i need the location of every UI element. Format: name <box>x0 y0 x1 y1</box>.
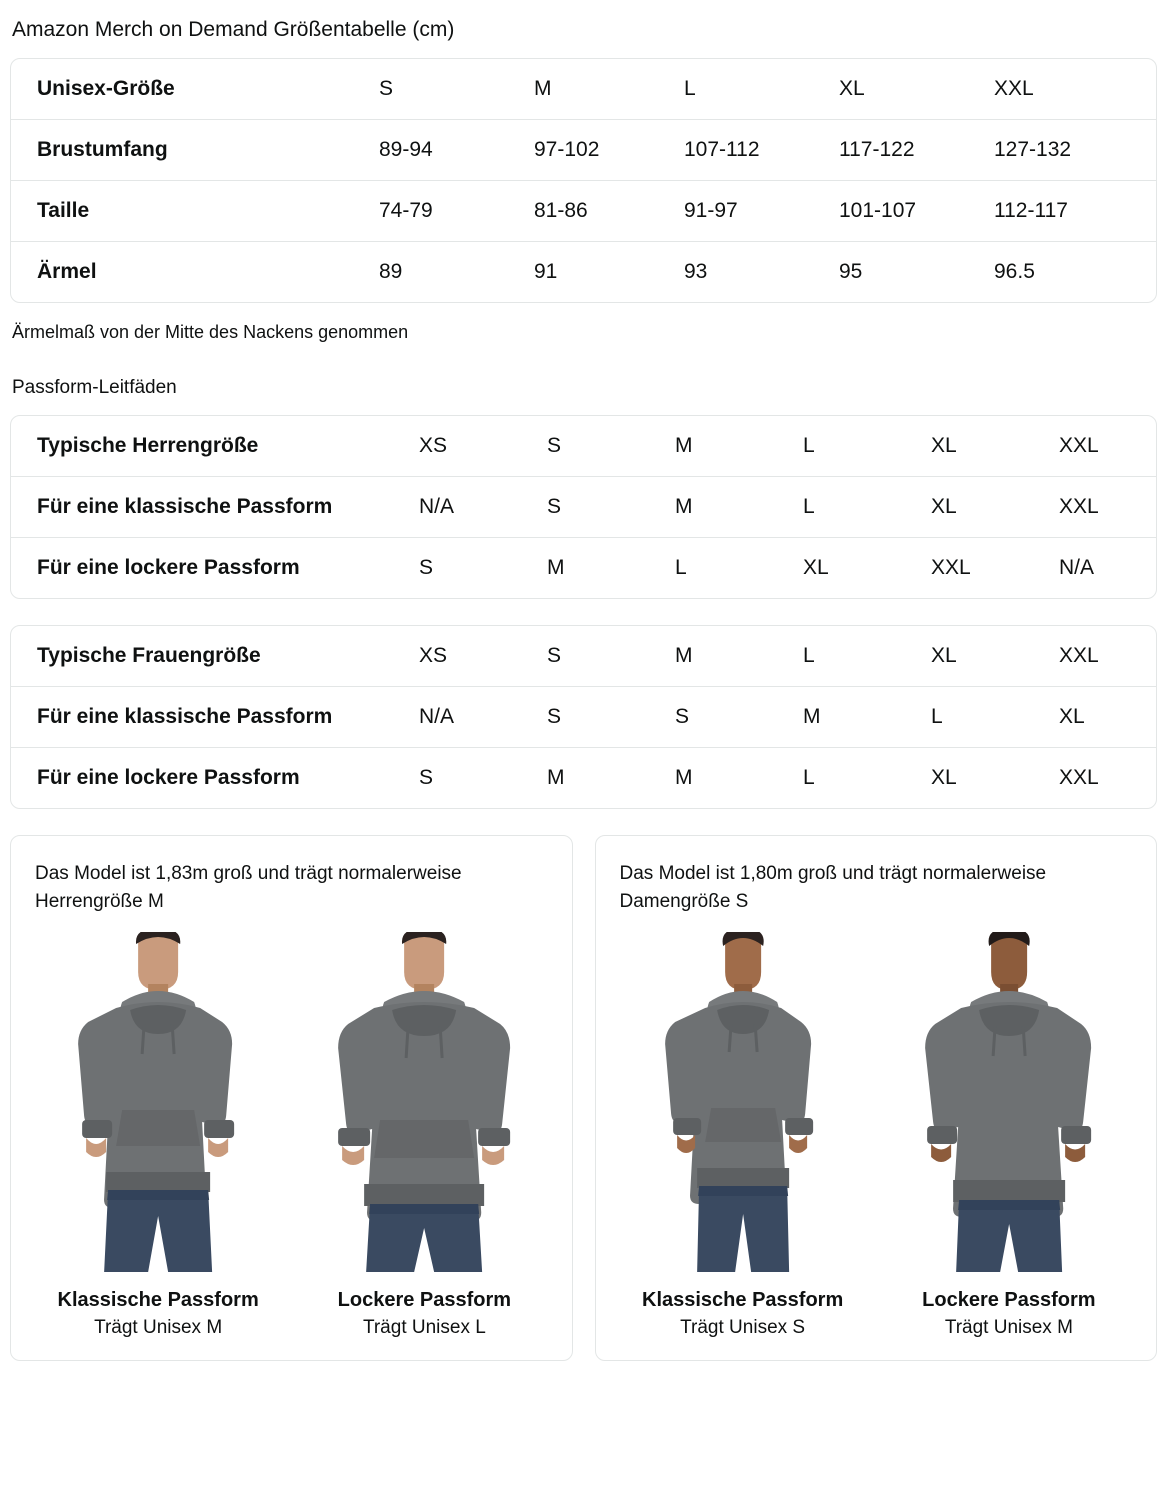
cell-value: M <box>675 766 693 789</box>
cell-value: N/A <box>419 705 455 728</box>
table-row <box>11 120 1156 181</box>
cell-value: 95 <box>839 260 863 283</box>
cell-value: N/A <box>419 495 455 518</box>
table-row <box>11 626 1156 687</box>
figure-classic-fit-male <box>29 932 287 1342</box>
figure-title: Lockere Passform <box>922 1289 1096 1311</box>
cell-value: S <box>547 434 562 457</box>
cell-value: XXL <box>931 556 971 579</box>
cell-value: 74-79 <box>379 199 433 222</box>
cell-value: XS <box>419 434 448 457</box>
cell-value: S <box>379 77 394 100</box>
cell-value: 107-112 <box>684 138 760 161</box>
cell-value: L <box>803 434 815 457</box>
cell-value: 117-122 <box>839 138 915 161</box>
cell-value: 127-132 <box>994 138 1072 161</box>
cell-value: L <box>684 77 696 100</box>
cell-value: XXL <box>1059 644 1099 667</box>
cell-value: M <box>547 556 565 579</box>
cell-value: N/A <box>1059 556 1095 579</box>
cell-value: 89-94 <box>379 138 433 161</box>
sleeve-measurement-note: Ärmelmaß von der Mitte des Nackens genommen <box>12 322 409 342</box>
row-label: Typische Herrengröße <box>37 434 259 457</box>
figure-title: Klassische Passform <box>642 1289 844 1311</box>
row-label: Ärmel <box>37 260 97 283</box>
cell-value: XL <box>839 77 865 100</box>
cell-value: M <box>534 77 552 100</box>
male-model-card <box>10 835 573 1361</box>
womens-fit-table <box>10 625 1157 809</box>
cell-value: XL <box>931 434 957 457</box>
cell-value: L <box>803 644 815 667</box>
cell-value: XL <box>803 556 829 579</box>
female-relaxed-fit-photo <box>880 932 1138 1272</box>
cell-value: S <box>675 705 690 728</box>
cell-value: XL <box>931 766 957 789</box>
female-model-card <box>595 835 1158 1361</box>
cell-value: XXL <box>1059 495 1099 518</box>
cell-value: S <box>547 644 562 667</box>
figure-relaxed-fit-male <box>295 932 553 1342</box>
row-label: Unisex-Größe <box>37 77 175 100</box>
fit-guides-label: Passform-Leitfäden <box>12 377 177 398</box>
model-caption: Das Model ist 1,80m groß und trägt normalerweise Damengröße S <box>619 863 1047 912</box>
cell-value: M <box>675 434 693 457</box>
row-label: Für eine lockere Passform <box>37 556 300 579</box>
figure-classic-fit-female <box>614 932 872 1342</box>
row-label: Für eine lockere Passform <box>37 766 300 789</box>
cell-value: 93 <box>684 260 708 283</box>
unisex-size-table <box>10 58 1157 303</box>
male-classic-fit-photo <box>29 932 287 1272</box>
table-row <box>11 477 1156 538</box>
cell-value: XS <box>419 644 448 667</box>
model-caption: Das Model ist 1,83m groß und trägt normalerweise Herrengröße M <box>35 863 462 912</box>
table-row <box>11 59 1156 120</box>
table-row <box>11 748 1156 808</box>
row-label: Für eine klassische Passform <box>37 705 333 728</box>
row-label: Für eine klassische Passform <box>37 495 333 518</box>
figure-title: Klassische Passform <box>57 1289 259 1311</box>
table-row <box>11 687 1156 748</box>
figure-relaxed-fit-female <box>880 932 1138 1342</box>
table-row <box>11 538 1156 598</box>
cell-value: 96.5 <box>994 260 1035 283</box>
cell-value: M <box>803 705 821 728</box>
cell-value: XXL <box>994 77 1034 100</box>
male-relaxed-fit-photo <box>295 932 553 1272</box>
cell-value: L <box>931 705 943 728</box>
cell-value: M <box>675 644 693 667</box>
cell-value: L <box>803 495 815 518</box>
cell-value: XL <box>931 644 957 667</box>
mens-fit-table <box>10 415 1157 599</box>
cell-value: L <box>803 766 815 789</box>
cell-value: 101-107 <box>839 199 917 222</box>
cell-value: 91 <box>534 260 558 283</box>
table-row <box>11 242 1156 302</box>
table-row <box>11 416 1156 477</box>
cell-value: 91-97 <box>684 199 738 222</box>
cell-value: M <box>547 766 565 789</box>
cell-value: S <box>419 556 434 579</box>
cell-value: 112-117 <box>994 199 1068 222</box>
cell-value: L <box>675 556 687 579</box>
cell-value: M <box>675 495 693 518</box>
row-label: Taille <box>37 199 90 222</box>
cell-value: S <box>419 766 434 789</box>
cell-value: 81-86 <box>534 199 588 222</box>
cell-value: XL <box>1059 705 1085 728</box>
figure-subtitle: Trägt Unisex S <box>680 1317 806 1338</box>
row-label: Brustumfang <box>37 138 168 161</box>
row-label: Typische Frauengröße <box>37 644 261 667</box>
model-cards <box>10 835 1157 1361</box>
cell-value: S <box>547 705 562 728</box>
figure-title: Lockere Passform <box>337 1289 512 1311</box>
figure-subtitle: Trägt Unisex M <box>94 1317 223 1338</box>
figure-subtitle: Trägt Unisex M <box>944 1317 1073 1338</box>
cell-value: 97-102 <box>534 138 600 161</box>
cell-value: XL <box>931 495 957 518</box>
figure-subtitle: Trägt Unisex L <box>362 1317 486 1338</box>
female-classic-fit-photo <box>614 932 872 1272</box>
cell-value: XXL <box>1059 434 1099 457</box>
cell-value: XXL <box>1059 766 1099 789</box>
table-row <box>11 181 1156 242</box>
page-title: Amazon Merch on Demand Größentabelle (cm) <box>12 18 455 41</box>
cell-value: 89 <box>379 260 403 283</box>
cell-value: S <box>547 495 562 518</box>
